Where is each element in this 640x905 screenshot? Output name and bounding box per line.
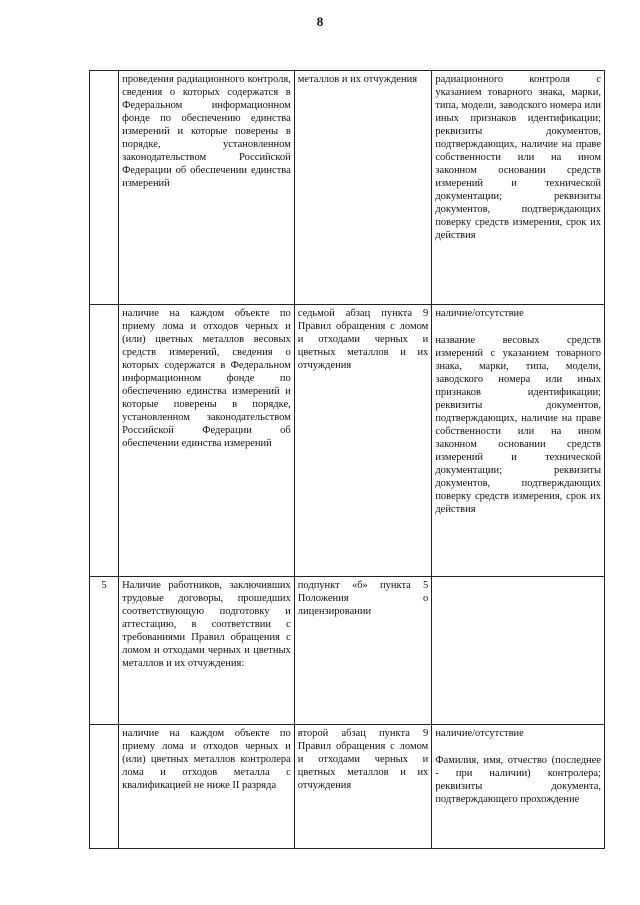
reference-cell: седьмой абзац пункта 9 Правил обращения с ломом и отходами черных и цветных металлов и их отчуждения xyxy=(294,305,432,577)
requirement-cell: проведения радиационного контроля, сведения о которых содержатся в Федеральном информационном фонде по обеспечению единства измерений и которые поверены в порядке, установленном законодательством Российской Федерации об обеспечении единства измерений xyxy=(119,71,295,305)
answer-text: радиационного контроля с указанием товарного знака, марки, типа, модели, заводского номера или иных признаков идентификации; реквизиты документов, подтверждающих, наличие на праве собственности или на ином законном основании средств измерений и технической документации; реквизиты документов, подтверждающих поверку средств измерения, срок их действия xyxy=(435,74,601,241)
row-number xyxy=(90,71,119,305)
answer-cell xyxy=(432,725,605,849)
table-row xyxy=(90,725,605,849)
spacer xyxy=(435,320,601,334)
spacer xyxy=(435,740,601,754)
requirement-cell: наличие на каждом объекте по приему лома и отходов черных и (или) цветных металлов контролера лома и отходов металла с квалификацией не ниже II разряда xyxy=(119,725,295,849)
row-number xyxy=(90,305,119,577)
answer-heading: наличие/отсутствие xyxy=(435,728,524,739)
row-number: 5 xyxy=(90,577,119,725)
answer-text: название весовых средств измерений с указанием товарного знака, марки, типа, модели, заводского номера или иных признаков идентификации; реквизиты документов, подтверждающих, наличие на праве собственности или на ином законном основании средств измерений и технической документации; реквизиты документов, подтверждающих поверку средств измерения, срок их действия xyxy=(435,335,601,515)
reference-cell: подпункт «б» пункта 5 Положения о лицензировании xyxy=(294,577,432,725)
answer-cell xyxy=(432,577,605,725)
reference-cell: металлов и их отчуждения xyxy=(294,71,432,305)
requirement-cell: Наличие работников, заключивших трудовые договоры, прошедших соответствующую подготовку и аттестацию, в соответствии с требованиями Правил обращения с ломом и отходами черных и цветных металлов и их отчуждения: xyxy=(119,577,295,725)
page-number: 8 xyxy=(316,14,324,29)
answer-heading: наличие/отсутствие xyxy=(435,308,524,319)
row-number xyxy=(90,725,119,849)
answer-cell xyxy=(432,305,605,577)
table-row xyxy=(90,71,605,305)
answer-text: Фамилия, имя, отчество (последнее - при наличии) контролера; реквизиты документа, подтверждающего прохождение xyxy=(435,755,601,805)
reference-cell: второй абзац пункта 9 Правил обращения с ломом и отходами черных и цветных металлов и их отчуждения xyxy=(294,725,432,849)
table-row xyxy=(90,577,605,725)
requirement-cell: наличие на каждом объекте по приему лома и отходов черных и (или) цветных металлов весовых средств измерений, сведения о которых содержатся в Федеральном информационном фонде по обеспечению единства измерений и которые поверены в порядке, установленном законодательством Российской Федерации об обеспечении единства измерений xyxy=(119,305,295,577)
table-row xyxy=(90,305,605,577)
requirements-table xyxy=(89,70,605,849)
answer-cell xyxy=(432,71,605,305)
